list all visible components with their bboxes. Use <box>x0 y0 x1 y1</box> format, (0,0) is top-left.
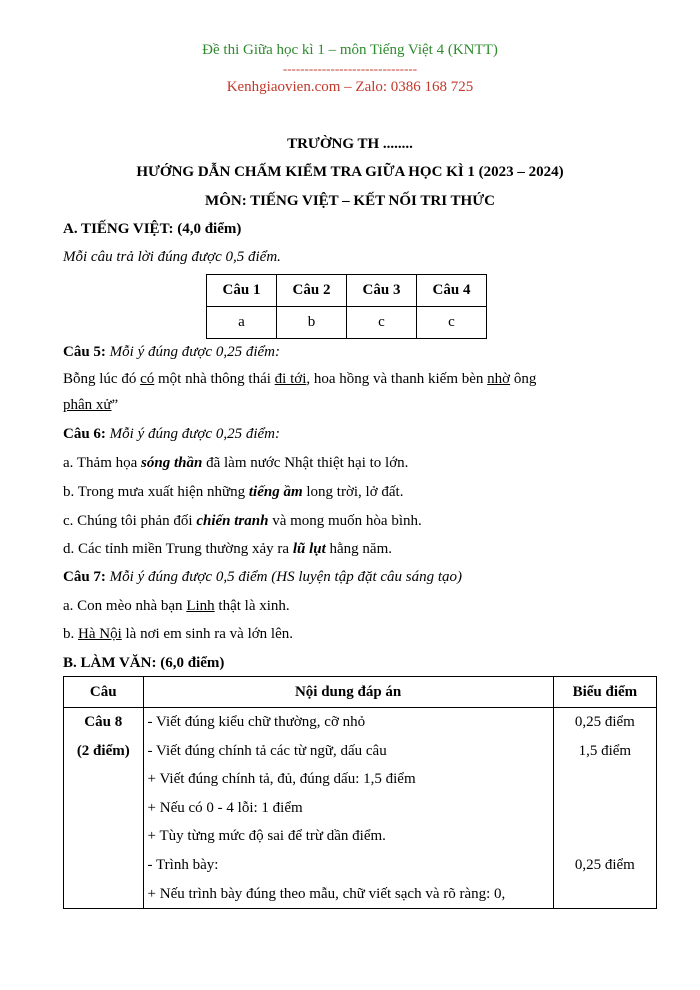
answer-header: Câu 2 <box>277 275 347 307</box>
q7-text: thật là xinh. <box>214 598 290 614</box>
content-line: + Viết đúng chính tả, đủ, đúng dấu: 1,5 điểm <box>147 771 416 788</box>
q6-keyword: lũ lụt <box>292 541 326 557</box>
answer-header: Câu 1 <box>207 275 277 307</box>
q6-item-b <box>63 484 403 501</box>
q6-text: c. Chúng tôi phản đối <box>63 513 197 529</box>
q6-heading <box>63 426 280 443</box>
q6-text: b. Trong mưa xuất hiện những <box>63 484 249 500</box>
question-cell <box>64 708 144 909</box>
score-value <box>554 765 656 794</box>
score-cell <box>553 708 656 909</box>
content-line: + Tùy từng mức độ sai để trừ dần điểm. <box>147 828 386 845</box>
answer-cell: c <box>347 307 417 339</box>
q6-item-d <box>63 541 392 558</box>
page-title: HƯỚNG DẪN CHẤM KIỂM TRA GIỮA HỌC KÌ 1 (2023 – 2024) <box>136 164 564 180</box>
q7-underlined: Hà Nội <box>78 626 122 642</box>
q5-text: Bỗng lúc đó <box>63 371 141 387</box>
q7-heading <box>63 569 462 586</box>
doc-source-title: Đề thi Giữa học kì 1 – môn Tiếng Việt 4 (KNTT) <box>202 42 498 58</box>
q7-text: a. Con mèo nhà bạn <box>63 598 187 614</box>
q6-item-c <box>63 513 422 530</box>
q8-points: (2 điểm) <box>76 742 130 759</box>
q5-text: , hoa hồng và thanh kiếm bèn <box>306 371 488 387</box>
q6-text: và mong muốn hòa bình. <box>268 513 422 529</box>
q7-item-a <box>63 598 290 615</box>
q5-underlined: có <box>140 371 155 387</box>
answer-cell: a <box>207 307 277 339</box>
q5-text: ” <box>111 397 119 413</box>
score-value <box>554 822 656 851</box>
q6-label: Câu 6: <box>63 426 106 442</box>
q6-keyword: tiếng ầm <box>248 484 303 500</box>
q6-text: d. Các tỉnh miền Trung thường xảy ra <box>63 541 293 557</box>
content-line: + Nếu có 0 - 4 lỗi: 1 điểm <box>147 799 303 816</box>
col-header-question: Câu <box>64 677 144 708</box>
q5-underlined: nhờ <box>487 371 511 387</box>
contact-line: Kenhgiaovien.com – Zalo: 0386 168 725 <box>226 79 474 95</box>
col-header-content: Nội dung đáp án <box>143 677 553 708</box>
scoring-table <box>63 676 657 909</box>
score-value <box>554 794 656 823</box>
q5-underlined: đi tới <box>274 371 307 387</box>
answer-cell: c <box>417 307 487 339</box>
q7-underlined: Linh <box>186 598 215 614</box>
q5-heading <box>63 344 280 361</box>
answer-cell: b <box>277 307 347 339</box>
part-b-title-points: : (6,0 điểm) <box>151 655 225 671</box>
q6-text: hằng năm. <box>325 541 392 557</box>
q6-text: a. Thảm họa <box>63 455 142 471</box>
q7-text: b. <box>63 626 78 642</box>
content-line: - Trình bày: <box>147 856 219 873</box>
q7-item-b <box>63 626 293 643</box>
part-b-title-main: B. LÀM VĂN <box>63 655 152 671</box>
q5-sentence <box>63 371 536 388</box>
part-b-title <box>63 655 224 672</box>
content-line: + Nếu trình bày đúng theo mẫu, chữ viết sạch và rõ ràng: 0, <box>147 885 506 902</box>
q5-sentence-cont <box>63 397 118 414</box>
content-line: - Viết đúng chính tả các từ ngữ, dấu câu <box>147 742 387 759</box>
q5-text: ông <box>510 371 537 387</box>
score-value <box>554 880 656 909</box>
q8-label: Câu 8 <box>84 714 123 730</box>
content-cell <box>143 708 553 909</box>
q6-item-a <box>63 455 408 472</box>
answer-table <box>206 274 487 339</box>
answer-header: Câu 3 <box>347 275 417 307</box>
part-a-note: Mỗi câu trả lời đúng được 0,5 điểm. <box>63 249 281 265</box>
score-value: 1,5 điểm <box>578 742 632 759</box>
q5-label: Câu 5: <box>63 344 106 360</box>
q6-text: long trời, lở đất. <box>302 484 404 500</box>
subject-title: MÔN: TIẾNG VIỆT – KẾT NỐI TRI THỨC <box>205 193 495 209</box>
q7-note: Mỗi ý đúng được 0,5 điểm (HS luyện tập đặt câu sáng tạo) <box>105 569 463 585</box>
q6-text: đã làm nước Nhật thiệt hại to lớn. <box>202 455 409 471</box>
q6-keyword: sóng thần <box>141 455 203 471</box>
q5-underlined: phân xử <box>63 397 112 413</box>
q7-label: Câu 7: <box>63 569 106 585</box>
score-value: 0,25 điểm <box>574 856 635 873</box>
part-a-title: A. TIẾNG VIỆT: (4,0 điểm) <box>63 221 242 237</box>
school-name: TRƯỜNG TH ........ <box>287 136 413 152</box>
q6-keyword: chiến tranh <box>196 513 269 529</box>
answer-header: Câu 4 <box>417 275 487 307</box>
q6-note: Mỗi ý đúng được 0,25 điểm: <box>105 426 280 442</box>
q7-text: là nơi em sinh ra và lớn lên. <box>121 626 293 642</box>
content-line: - Viết đúng kiểu chữ thường, cỡ nhỏ <box>147 714 366 730</box>
q5-text: một nhà thông thái <box>154 371 275 387</box>
q5-note: Mỗi ý đúng được 0,25 điểm: <box>105 344 280 360</box>
header-divider: ------------------------------- <box>282 61 418 76</box>
score-value: 0,25 điểm <box>574 714 635 730</box>
col-header-score: Biểu điểm <box>553 677 656 708</box>
